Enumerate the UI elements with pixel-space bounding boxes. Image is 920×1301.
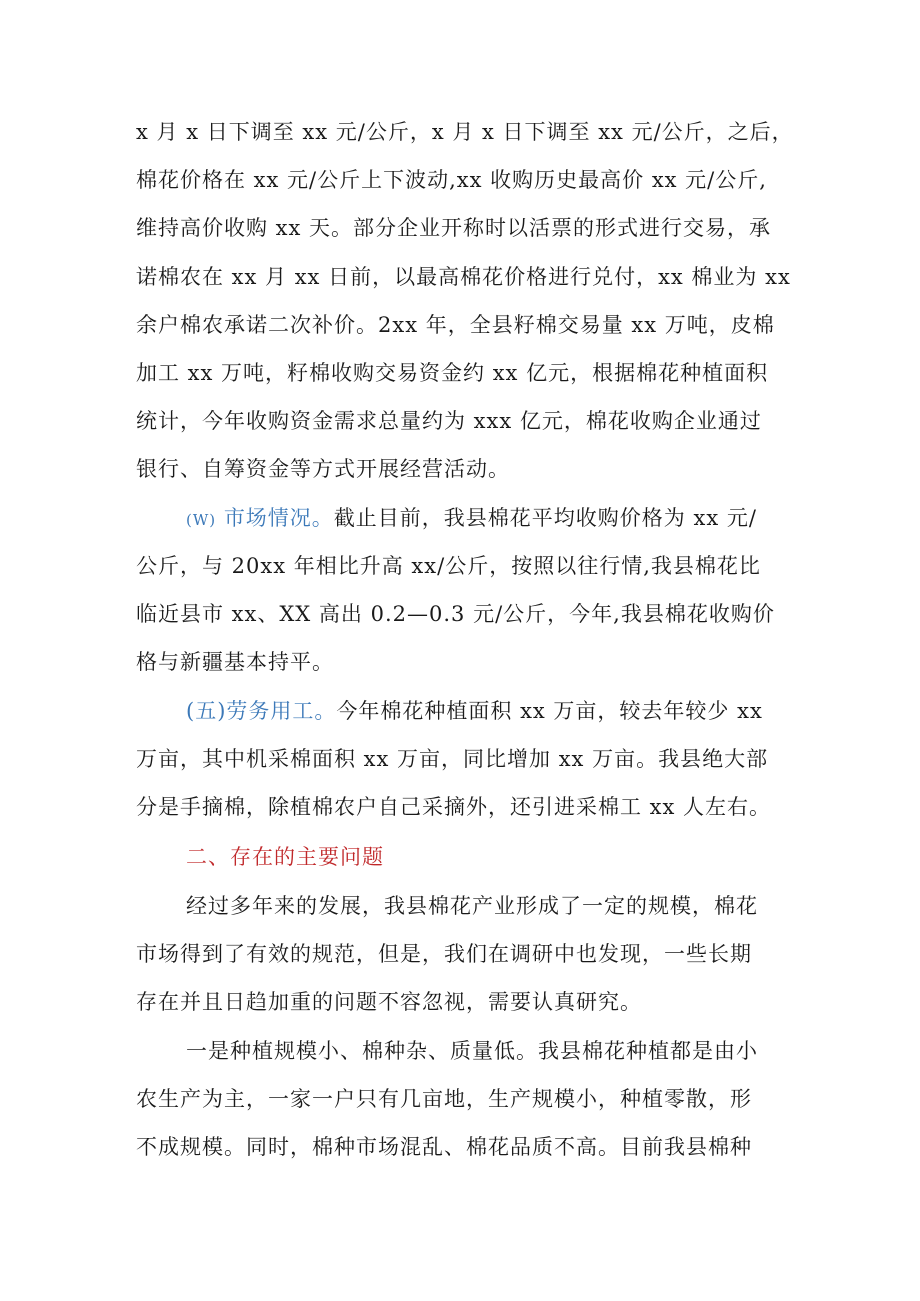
section-title-labor: (五)劳务用工。 (186, 699, 337, 723)
paragraph-line: 一是种植规模小、棉种杂、质量低。我县棉花种植都是由小 (186, 1039, 758, 1063)
paragraph-line: 公斤，与 20xx 年相比升高 xx/公斤，按照以往行情,我县棉花比 (136, 554, 761, 578)
section-text: 截止目前，我县棉花平均收购价格为 xx 元/ (333, 506, 757, 530)
paragraph-line: 市场得到了有效的规范，但是，我们在调研中也发现，一些长期 (136, 942, 752, 966)
section-labor-first-line (186, 697, 763, 725)
section-heading-problems: 二、存在的主要问题 (186, 845, 384, 869)
paragraph-line: x 月 x 日下调至 xx 元/公斤，x 月 x 日下调至 xx 元/公斤，之后， (136, 120, 794, 144)
paragraph-line: 统计，今年收购资金需求总量约为 xxx 亿元，棉花收购企业通过 (136, 409, 762, 433)
paragraph-line: 不成规模。同时，棉种市场混乱、棉花品质不高。目前我县棉种 (136, 1135, 752, 1159)
paragraph-line: 银行、自筹资金等方式开展经营活动。 (136, 457, 510, 481)
paragraph-line: 万亩，其中机采棉面积 xx 万亩，同比增加 xx 万亩。我县绝大部 (136, 747, 769, 771)
paragraph-line: 临近县市 xx、XX 高出 0.2—0.3 元/公斤，今年,我县棉花收购价 (136, 602, 775, 626)
paragraph-line: 格与新疆基本持平。 (136, 650, 334, 674)
paragraph-line: 诺棉农在 xx 月 xx 日前，以最高棉花价格进行兑付，xx 棉业为 xx (136, 265, 791, 289)
paragraph-line: 加工 xx 万吨，籽棉收购交易资金约 xx 亿元，根据棉花种植面积 (136, 361, 769, 385)
paragraph-line: 分是手摘棉，除植棉农户自己采摘外，还引进采棉工 xx 人左右。 (136, 795, 772, 819)
paragraph-line: 经过多年来的发展，我县棉花产业形成了一定的规模，棉花 (186, 894, 758, 918)
section-title-market: 市场情况。 (223, 506, 334, 530)
section-market-first-line (186, 504, 757, 534)
section-text: 今年棉花种植面积 xx 万亩，较去年较少 xx (336, 699, 763, 723)
paragraph-line: 存在并且日趋加重的问题不容忽视，需要认真研究。 (136, 990, 642, 1014)
section-marker: (W) (186, 511, 217, 529)
paragraph-line: 农生产为主，一家一户只有几亩地，生产规模小，种植零散，形 (136, 1087, 752, 1111)
paragraph-line: 维持高价收购 xx 天。部分企业开称时以活票的形式进行交易，承 (136, 216, 772, 240)
paragraph-line: 余户棉农承诺二次补价。2xx 年，全县籽棉交易量 xx 万吨，皮棉 (136, 313, 775, 337)
paragraph-line: 棉花价格在 xx 元/公斤上下波动,xx 收购历史最高价 xx 元/公斤, (136, 168, 767, 192)
